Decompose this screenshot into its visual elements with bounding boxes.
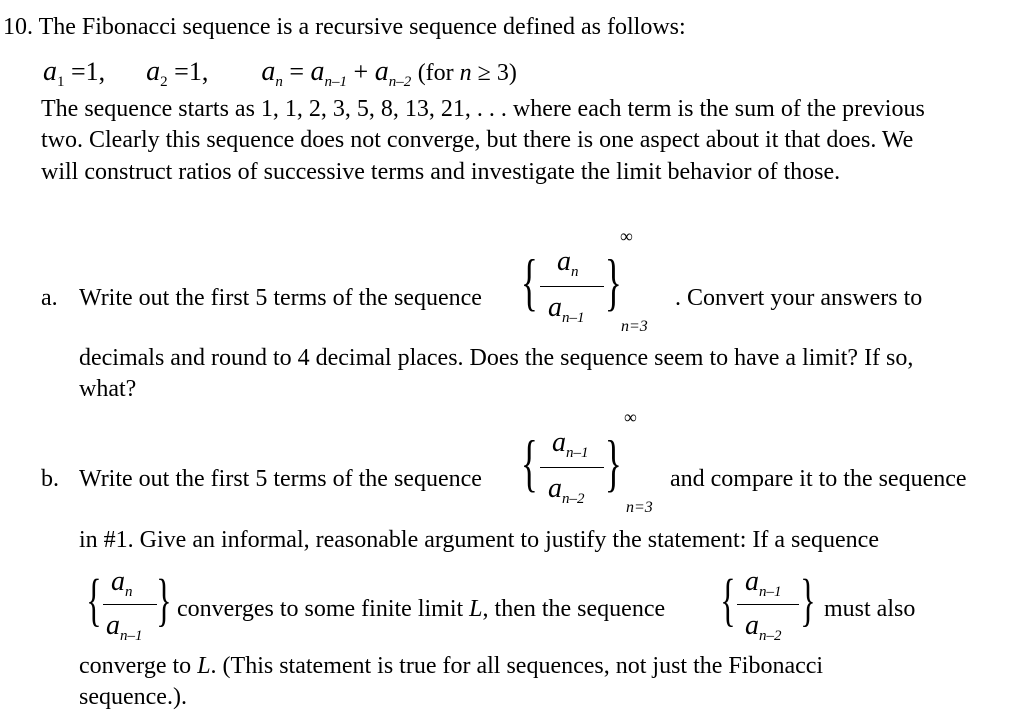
upper-limit-infinity: ∞ — [624, 407, 637, 427]
sub-2: 2 — [160, 74, 168, 90]
part-b-text: Write out the first 5 terms of the sequence — [79, 466, 482, 492]
term-an: a — [261, 56, 276, 87]
lower-limit: n=3 — [626, 499, 653, 516]
part-b-line-2: in #1. Give an informal, reasonable argument to justify the statement: If a sequence — [79, 527, 879, 553]
inline-fraction-2-denominator — [745, 610, 782, 645]
inline-fraction-1-denominator — [106, 610, 143, 645]
inline-fraction-1-numerator — [111, 566, 133, 601]
part-b-line-3 — [177, 594, 665, 625]
part-a-label: a. — [41, 285, 58, 311]
left-brace: { — [520, 246, 538, 317]
right-brace: } — [156, 567, 172, 632]
equals-sign: = — [289, 57, 305, 86]
problem-heading — [3, 12, 686, 43]
term-a1: a — [43, 56, 57, 87]
sub-n-2: n–2 — [388, 74, 412, 90]
a1-value: =1, — [71, 57, 106, 86]
fraction-bar — [103, 604, 157, 605]
converges-text: converges to some finite limit — [177, 596, 464, 622]
num-sub: n–1 — [759, 584, 782, 600]
num-a: a — [745, 566, 759, 597]
num-sub: n — [571, 264, 579, 280]
intro-paragraph-line-2: two. Clearly this sequence does not converge, but there is one aspect about it that does. We — [41, 127, 914, 153]
condition-rest: ≥ 3) — [471, 60, 517, 86]
part-a-text: Write out the first 5 terms of the sequence — [79, 285, 482, 311]
part-b-must-also: must also — [824, 596, 916, 622]
lower-limit: n=3 — [621, 318, 648, 335]
then-text: , then the sequence — [482, 596, 666, 622]
part-a-text-continued: . Convert your answers to — [675, 285, 923, 311]
condition — [418, 60, 517, 86]
sub-n: n — [275, 74, 283, 90]
den-a: a — [548, 473, 562, 504]
part-b-text-continued: and compare it to the sequence — [670, 466, 967, 492]
den-a: a — [745, 610, 759, 641]
fraction-bar — [540, 467, 604, 468]
right-brace: } — [800, 567, 816, 632]
left-brace: { — [720, 567, 736, 632]
num-sub: n–1 — [566, 445, 589, 461]
fraction-a-denominator — [548, 292, 585, 327]
sub-1: 1 — [57, 74, 65, 90]
right-brace: } — [604, 246, 622, 317]
fraction-a-numerator — [557, 246, 579, 281]
condition-n: n — [459, 60, 472, 86]
limit-L: L — [469, 596, 483, 622]
recursive-definition — [43, 56, 517, 91]
fraction-bar — [737, 604, 799, 605]
den-a: a — [106, 610, 120, 641]
den-sub: n–1 — [562, 310, 585, 326]
part-a-line-3: what? — [79, 376, 137, 402]
inline-fraction-2-numerator — [745, 566, 782, 601]
upper-limit-infinity: ∞ — [620, 226, 633, 246]
a2-value: =1, — [174, 57, 209, 86]
sub-n-1: n–1 — [324, 74, 348, 90]
intro-paragraph-line-3: will construct ratios of successive terms and investigate the limit behavior of those. — [41, 159, 841, 185]
term-an-1: a — [310, 56, 325, 87]
statement-note: . (This statement is true for all sequences, not just the Fibonacci — [210, 653, 824, 679]
fraction-bar — [540, 286, 604, 287]
converge-to-text: converge to — [79, 653, 192, 679]
intro-paragraph-line-1: The sequence starts as 1, 1, 2, 3, 5, 8, 13, 21, . . . where each term is the sum of the previous — [41, 96, 925, 122]
plus-sign: + — [353, 57, 369, 86]
part-b-line-4 — [79, 651, 823, 682]
part-b-line-5: sequence.). — [79, 684, 187, 710]
part-a-line-2: decimals and round to 4 decimal places. Does the sequence seem to have a limit? If so, — [79, 345, 914, 371]
part-b-label: b. — [41, 466, 59, 492]
den-sub: n–2 — [562, 491, 585, 507]
fraction-b-numerator — [552, 427, 589, 462]
num-a: a — [552, 427, 566, 458]
condition-open: (for — [417, 60, 460, 86]
right-brace: } — [604, 427, 622, 498]
term-a2: a — [146, 56, 161, 87]
left-brace: { — [520, 427, 538, 498]
num-a: a — [557, 246, 571, 277]
problem-intro: The Fibonacci sequence is a recursive sequence defined as follows: — [38, 14, 686, 40]
num-sub: n — [125, 584, 133, 600]
den-a: a — [548, 292, 562, 323]
term-an-2: a — [374, 56, 389, 87]
limit-L: L — [197, 653, 211, 679]
den-sub: n–1 — [120, 628, 143, 644]
problem-number: 10. — [3, 14, 33, 40]
den-sub: n–2 — [759, 628, 782, 644]
num-a: a — [111, 566, 125, 597]
fraction-b-denominator — [548, 473, 585, 508]
left-brace: { — [86, 567, 102, 632]
